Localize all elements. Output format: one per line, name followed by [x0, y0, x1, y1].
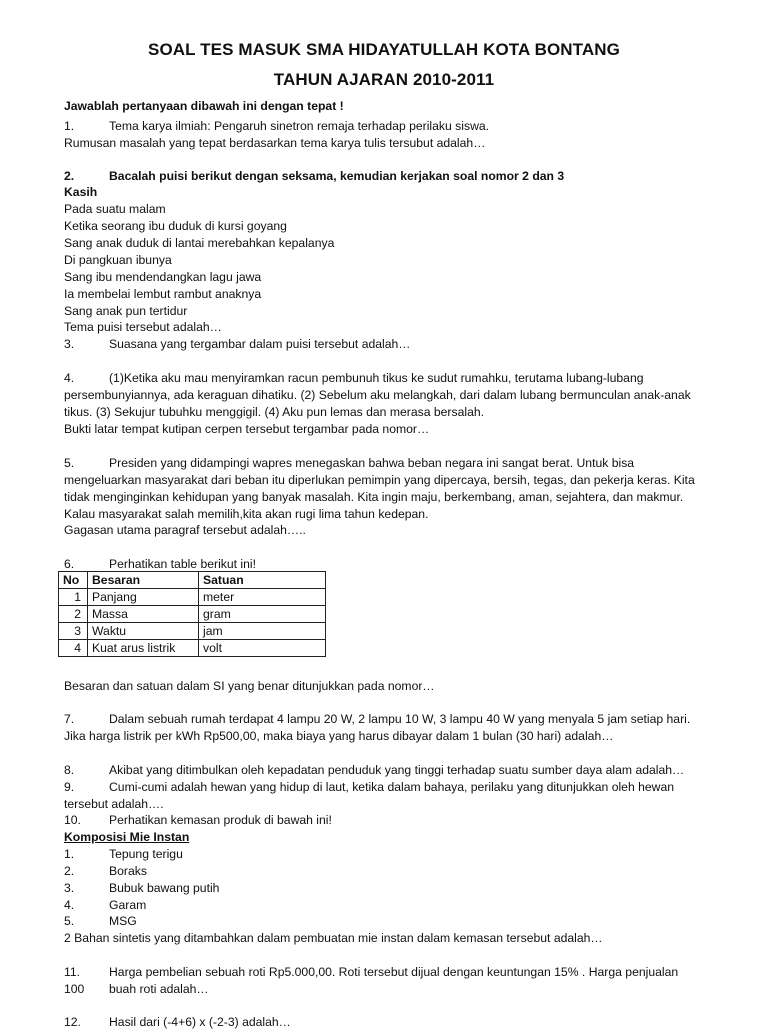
poem-line: Di pangkuan ibunya	[64, 253, 172, 267]
q11-text: Harga pembelian sebuah roti Rp5.000,00. Roti tersebut dijual dengan keuntungan 15% . Harga penjualan	[109, 965, 679, 979]
q1-number: 1.	[64, 119, 75, 133]
table-header: Satuan	[199, 572, 326, 589]
q10-number: 10.	[64, 813, 81, 827]
poem-line: Sang ibu mendendangkan lagu jawa	[64, 270, 262, 284]
q11-line2: buah roti adalah…	[109, 982, 209, 996]
q4-line3: tikus. (3) Sekujur tubuhku menggigil. (4) Aku pun lemas dan merasa bersalah.	[64, 405, 485, 419]
q8-text: Akibat yang ditimbulkan oleh kepadatan penduduk yang tinggi terhadap suatu sumber daya alam adalah…	[109, 763, 685, 777]
q4-number: 4.	[64, 371, 75, 385]
poem-line: Pada suatu malam	[64, 202, 166, 216]
poem-line: Ketika seorang ibu duduk di kursi goyang	[64, 219, 287, 233]
q12-text: Hasil dari (-4+6) x (-2-3) adalah…	[109, 1015, 291, 1029]
q5-number: 5.	[64, 456, 75, 470]
list-item: Boraks	[109, 864, 147, 878]
q2-text: Bacalah puisi berikut dengan seksama, kemudian kerjakan soal nomor 2 dan 3	[109, 169, 565, 183]
q10-question: 2 Bahan sintetis yang ditambahkan dalam pembuatan mie instan dalam kemasan tersebut adalah…	[64, 931, 603, 945]
poem-line: Sang anak duduk di lantai merebahkan kepalanya	[64, 236, 335, 250]
table-cell: Kuat arus listrik	[88, 640, 199, 657]
table-row	[59, 623, 326, 640]
table-cell: jam	[199, 623, 326, 640]
q5-text: Presiden yang didampingi wapres menegaskan bahwa beban negara ini sangat berat. Untuk bisa	[109, 456, 635, 470]
q4-line4: Bukti latar tempat kutipan cerpen tersebut tergambar pada nomor…	[64, 422, 430, 436]
table-cell: 3	[59, 623, 88, 640]
q9-line2: tersebut adalah….	[64, 797, 164, 811]
list-item-number: 2.	[64, 864, 75, 878]
q4-text: (1)Ketika aku mau menyiramkan racun pembunuh tikus ke sudut rumahku, terutama lubang-lubang	[109, 371, 644, 385]
list-item-number: 3.	[64, 881, 75, 895]
table-cell: Waktu	[88, 623, 199, 640]
poem-line: Sang anak pun tertidur	[64, 304, 188, 318]
q11-line2-number: 100	[64, 982, 85, 996]
list-item-number: 4.	[64, 898, 75, 912]
table-cell: gram	[199, 606, 326, 623]
q5-line2: mengeluarkan masyarakat dari beban itu diperlukan pemimpin yang dipercaya, bersih, tegas, dan pekerja keras. Kita	[64, 473, 695, 487]
poem-title: Kasih	[64, 185, 98, 199]
list-item-number: 1.	[64, 847, 75, 861]
q7-number: 7.	[64, 712, 75, 726]
q5-line5: Gagasan utama paragraf tersebut adalah…..	[64, 523, 306, 537]
q10-text: Perhatikan kemasan produk di bawah ini!	[109, 813, 332, 827]
q5-line4: Kalau masyarakat salah memilih,kita akan rugi lima tahun kedepan.	[64, 507, 429, 521]
q3-number: 3.	[64, 337, 75, 351]
q9-text: Cumi-cumi adalah hewan yang hidup di laut, ketika dalam bahaya, perilaku yang ditunjukkan oleh hewan	[109, 780, 675, 794]
q6-number: 6.	[64, 557, 75, 571]
q9-number: 9.	[64, 780, 75, 794]
table-cell: volt	[199, 640, 326, 657]
list-item-number: 5.	[64, 914, 75, 928]
table-cell: 4	[59, 640, 88, 657]
q6-question: Besaran dan satuan dalam SI yang benar ditunjukkan pada nomor…	[64, 679, 435, 693]
list-item: Tepung terigu	[109, 847, 183, 861]
q4-line2: persembunyiannya, ada keraguan dihatiku. (2) Sebelum aku melangkah, dari dalam lubang bermunculan anak-anak	[64, 388, 691, 402]
table-row	[59, 606, 326, 623]
q2-number: 2.	[64, 169, 75, 183]
q8-number: 8.	[64, 763, 75, 777]
q6-text: Perhatikan table berikut ini!	[109, 557, 257, 571]
table-header-row	[59, 572, 326, 589]
table-row	[59, 589, 326, 606]
list-item: Garam	[109, 898, 147, 912]
table-header: No	[59, 572, 88, 589]
table-cell: Panjang	[88, 589, 199, 606]
list-item: MSG	[109, 914, 137, 928]
table-cell: 2	[59, 606, 88, 623]
composition-title: Komposisi Mie Instan	[64, 830, 190, 844]
table-cell: meter	[199, 589, 326, 606]
q11-number: 11.	[64, 965, 81, 979]
poem-line: Ia membelai lembut rambut anaknya	[64, 287, 262, 301]
besaran-table	[58, 571, 326, 657]
q7-line2: Jika harga listrik per kWh Rp500,00, maka biaya yang harus dibayar dalam 1 bulan (30 hari) adalah…	[64, 729, 614, 743]
school-year: TAHUN AJARAN 2010-2011	[273, 70, 495, 89]
q3-text: Suasana yang tergambar dalam puisi tersebut adalah…	[109, 337, 411, 351]
q12-number: 12.	[64, 1015, 81, 1029]
table-header: Besaran	[88, 572, 199, 589]
document-title: SOAL TES MASUK SMA HIDAYATULLAH KOTA BONTANG	[148, 40, 620, 59]
q5-line3: tidak menginginkan kehidupan yang banyak masalah. Kita ingin maju, berkembang, aman, sejahtera, dan makmur.	[64, 490, 684, 504]
table-cell: 1	[59, 589, 88, 606]
instruction: Jawablah pertanyaan dibawah ini dengan tepat !	[64, 99, 344, 113]
q7-text: Dalam sebuah rumah terdapat 4 lampu 20 W, 2 lampu 10 W, 3 lampu 40 W yang menyala 5 jam setiap hari.	[109, 712, 691, 726]
list-item: Bubuk bawang putih	[109, 881, 220, 895]
table-cell: Massa	[88, 606, 199, 623]
table-row	[59, 640, 326, 657]
q2-question: Tema puisi tersebut adalah…	[64, 320, 222, 334]
q1-line2: Rumusan masalah yang tepat berdasarkan tema karya tulis tersubut adalah…	[64, 136, 486, 150]
q1-text: Tema karya ilmiah: Pengaruh sinetron remaja terhadap perilaku siswa.	[109, 119, 490, 133]
